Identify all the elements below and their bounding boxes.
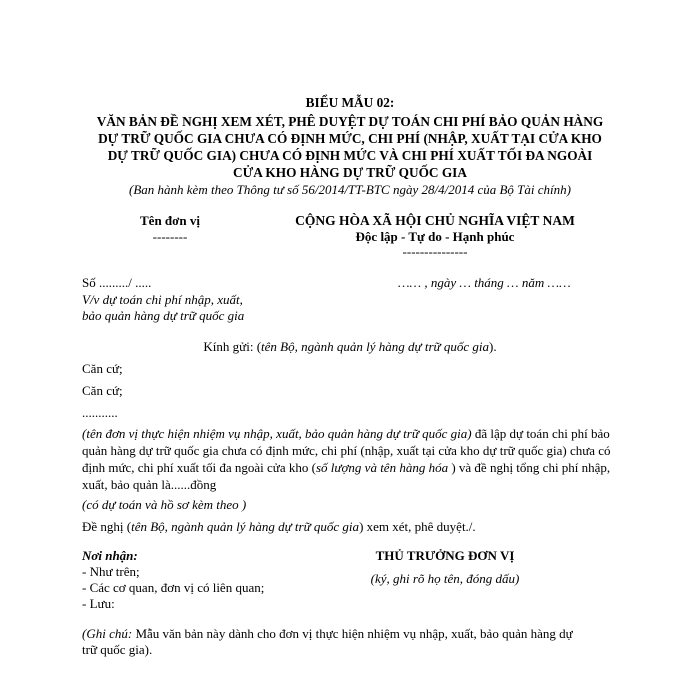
- request-target: tên Bộ, ngành quản lý hàng dự trữ quốc gia: [131, 519, 360, 534]
- unit-dash: --------: [152, 229, 188, 244]
- title-line: DỰ TRỮ QUỐC GIA) CHƯA CÓ ĐỊNH MỨC VÀ CHI PHÍ XUẤT TỐI ĐA NGOÀI: [107, 148, 593, 163]
- body-italic: số lượng và tên hàng hóa: [315, 460, 449, 475]
- recipient-item: - Lưu:: [82, 596, 115, 611]
- request-prefix: Đề nghị (: [82, 519, 132, 534]
- body-text: ) và đề nghị tổng chi phí nhập, xuất, bảo quản là......đồng: [82, 460, 611, 492]
- footnote-line2: [82, 642, 152, 658]
- request-suffix: ) xem xét, phê duyệt./.: [359, 519, 476, 534]
- title-line: DỰ TRỮ QUỐC GIA CHƯA CÓ ĐỊNH MỨC, CHI PHÍ (NHẬP, XUẤT TẠI CỬA KHO: [98, 131, 602, 146]
- body-paragraph: [82, 425, 627, 493]
- date-line: …… , ngày … tháng … năm ……: [398, 275, 571, 290]
- recipient-suffix: ).: [488, 339, 497, 354]
- subject-line: bảo quản hàng dự trữ quốc gia: [82, 308, 245, 323]
- footnote-text: trữ quốc gia).: [82, 642, 153, 657]
- basis-line: Căn cứ;: [82, 361, 123, 376]
- motto: Độc lập - Tự do - Hạnh phúc: [355, 229, 515, 244]
- form-label: BIỂU MẪU 02:: [305, 95, 395, 110]
- ellipsis-line: ...........: [82, 405, 118, 420]
- motto-dash: ---------------: [402, 244, 468, 259]
- footnote: [82, 626, 573, 642]
- recipient-line: [0, 339, 700, 355]
- footnote-label: (Ghi chú:: [82, 626, 133, 641]
- recipient-item: - Các cơ quan, đơn vị có liên quan;: [82, 580, 265, 595]
- footnote-text: Mẫu văn bản này dành cho đơn vị thực hiện nhiệm vụ nhập, xuất, bảo quản hàng dự: [132, 626, 573, 641]
- basis-line: Căn cứ;: [82, 383, 123, 398]
- recipients-label: Nơi nhận:: [82, 548, 138, 563]
- nation-name: CỘNG HÒA XÃ HỘI CHỦ NGHĨA VIỆT NAM: [295, 213, 575, 228]
- issued-note: (Ban hành kèm theo Thông tư số 56/2014/TT-BTC ngày 28/4/2014 của Bộ Tài chính): [129, 182, 571, 197]
- title-line: VĂN BẢN ĐỀ NGHỊ XEM XÉT, PHÊ DUYỆT DỰ TOÁN CHI PHÍ BẢO QUẢN HÀNG: [96, 114, 604, 129]
- request-line: [82, 519, 476, 535]
- body-text: đã lập dự toán chi phí bảo quản hàng dự trữ quốc gia chưa có định mức, chi phí (nhập, xuất tại cửa kho dự trữ quốc gia) chưa có định mức, chi phí xuất tối đa ngoài cửa kho (: [82, 426, 611, 475]
- unit-name: Tên đơn vị: [140, 213, 200, 228]
- signer-title: THỦ TRƯỞNG ĐƠN VỊ: [375, 548, 515, 563]
- body-italic: (tên đơn vị thực hiện nhiệm vụ nhập, xuất, bảo quản hàng dự trữ quốc gia): [82, 426, 472, 441]
- subject-line: V/v dự toán chi phí nhập, xuất,: [82, 292, 243, 307]
- signer-note: (ký, ghi rõ họ tên, đóng dấu): [370, 571, 520, 586]
- document-title: [60, 113, 640, 181]
- title-line: CỬA KHO HÀNG DỰ TRỮ QUỐC GIA: [233, 165, 467, 180]
- attachment-note: (có dự toán và hồ sơ kèm theo ): [82, 497, 247, 512]
- recipient-item: - Như trên;: [82, 564, 140, 579]
- recipient-prefix: Kính gửi: (: [203, 339, 262, 354]
- document-number: Số ........./ .....: [82, 275, 152, 290]
- recipient-name: tên Bộ, ngành quản lý hàng dự trữ quốc gia: [261, 339, 489, 354]
